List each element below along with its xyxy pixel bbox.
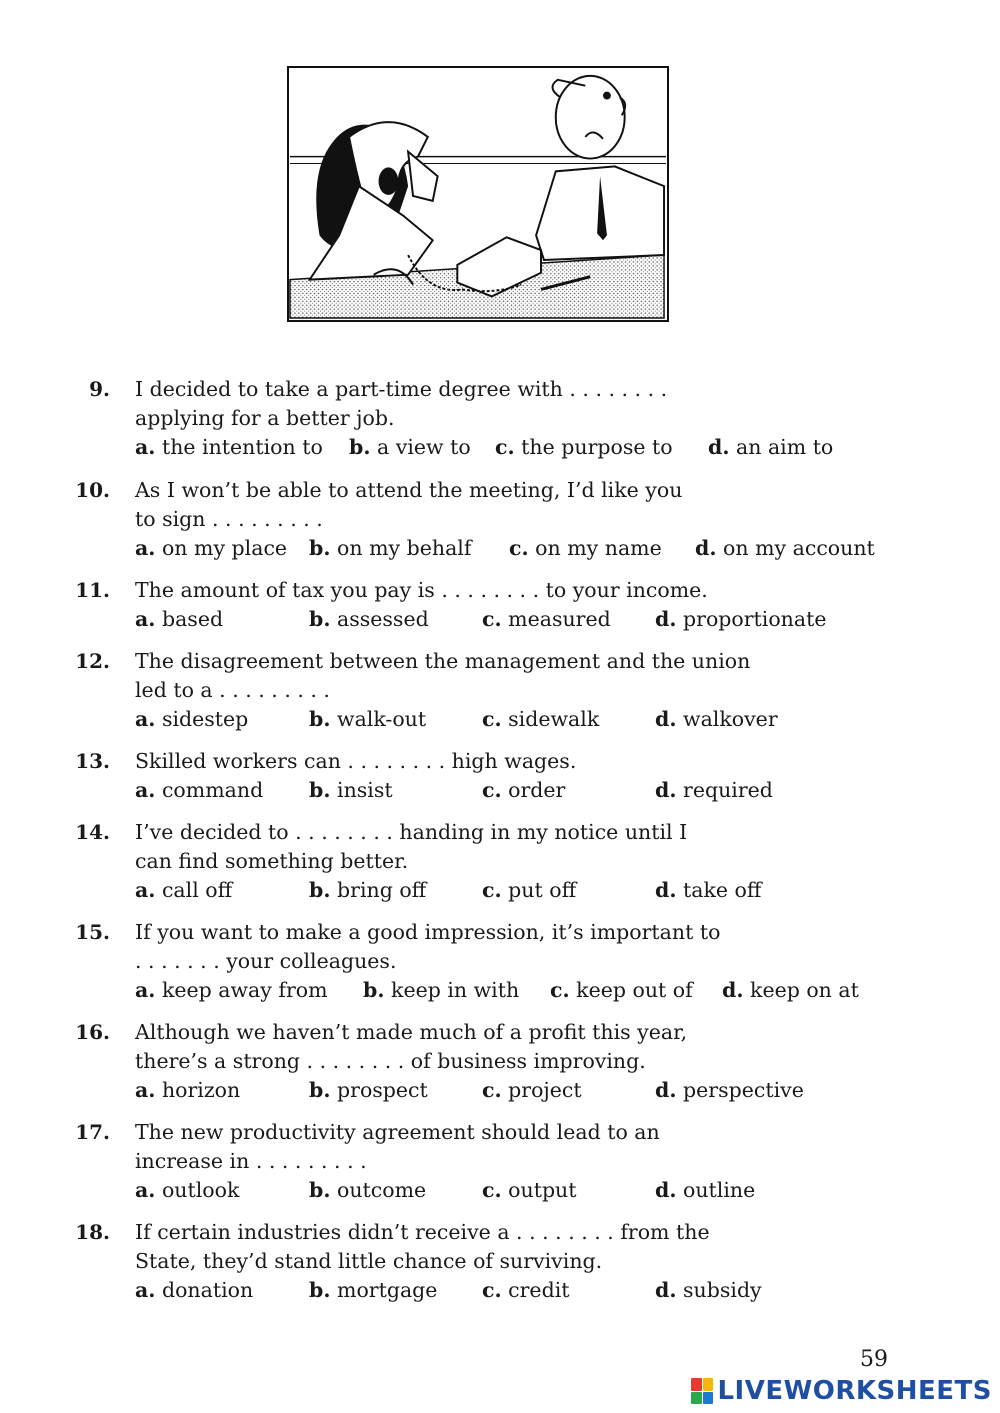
man-figure [536,76,664,260]
option-d[interactable]: d. keep on at [722,978,859,1002]
option-c[interactable]: c. put off [482,878,577,902]
option-a[interactable]: a. sidestep [135,707,249,731]
question-text-line: The amount of tax you pay is . . . . . . . . to your income. [135,578,708,602]
option-b[interactable]: b. outcome [309,1178,427,1202]
question-text-line: applying for a better job. [135,406,395,430]
question-number: 14. [75,820,110,844]
option-d[interactable]: d. on my account [695,536,875,560]
option-d[interactable]: d. outline [655,1178,756,1202]
question-number: 10. [75,478,110,502]
option-a[interactable]: a. keep away from [135,978,328,1002]
option-a[interactable]: a. horizon [135,1078,241,1102]
option-a[interactable]: a. based [135,607,224,631]
option-a[interactable]: a. outlook [135,1178,240,1202]
option-a[interactable]: a. donation [135,1278,254,1302]
option-c[interactable]: c. order [482,778,566,802]
option-c[interactable]: c. on my name [509,536,662,560]
page-number: 59 [860,1347,888,1372]
option-d[interactable]: d. subsidy [655,1278,762,1302]
option-d[interactable]: d. proportionate [655,607,827,631]
option-c[interactable]: c. keep out of [550,978,693,1002]
question-number: 15. [75,920,110,944]
option-c[interactable]: c. measured [482,607,611,631]
option-b[interactable]: b. walk-out [309,707,427,731]
option-b[interactable]: b. prospect [309,1078,428,1102]
liveworksheets-logo-icon [691,1378,713,1404]
option-b[interactable]: b. a view to [349,435,471,459]
option-d[interactable]: d. required [655,778,773,802]
option-a[interactable]: a. the intention to [135,435,323,459]
option-c[interactable]: c. credit [482,1278,570,1302]
question-number: 13. [75,749,110,773]
question-text-line: to sign . . . . . . . . . [135,507,323,531]
option-d[interactable]: d. perspective [655,1078,804,1102]
question-text-line: As I won’t be able to attend the meeting, I’d like you [135,478,683,502]
question-number: 12. [75,649,110,673]
question-text-line: can find something better. [135,849,409,873]
question-text-line: I’ve decided to . . . . . . . . handing in my notice until I [135,820,688,844]
option-a[interactable]: a. call off [135,878,233,902]
option-a[interactable]: a. on my place [135,536,288,560]
option-b[interactable]: b. insist [309,778,393,802]
question-text-line: The disagreement between the management and the union [135,649,751,673]
option-b[interactable]: b. mortgage [309,1278,438,1302]
question-text-line: I decided to take a part-time degree with . . . . . . . . [135,377,668,401]
question-text-line: If certain industries didn’t receive a . . . . . . . . from the [135,1220,710,1244]
option-b[interactable]: b. bring off [309,878,427,902]
question-number: 18. [75,1220,110,1244]
option-c[interactable]: c. sidewalk [482,707,600,731]
question-text-line: increase in . . . . . . . . . [135,1149,367,1173]
question-text-line: The new productivity agreement should lead to an [135,1120,660,1144]
question-number: 11. [75,578,110,602]
question-text-line: State, they’d stand little chance of surviving. [135,1249,603,1273]
option-d[interactable]: d. an aim to [708,435,834,459]
question-number: 9. [89,377,110,401]
option-d[interactable]: d. walkover [655,707,778,731]
woman-figure [310,122,438,284]
option-a[interactable]: a. command [135,778,264,802]
question-text-line: led to a . . . . . . . . . [135,678,330,702]
brand-name: LIVEWORKSHEETS [717,1376,992,1406]
option-d[interactable]: d. take off [655,878,762,902]
question-number: 17. [75,1120,110,1144]
question-text-line: . . . . . . . your colleagues. [135,949,397,973]
option-b[interactable]: b. assessed [309,607,429,631]
option-b[interactable]: b. on my behalf [309,536,472,560]
cartoon-illustration [287,66,669,322]
option-c[interactable]: c. the purpose to [495,435,673,459]
question-text-line: If you want to make a good impression, it’s important to [135,920,721,944]
question-number: 16. [75,1020,110,1044]
question-text-line: Although we haven’t made much of a profit this year, [135,1020,688,1044]
option-c[interactable]: c. project [482,1078,582,1102]
question-text-line: Skilled workers can . . . . . . . . high wages. [135,749,577,773]
question-text-line: there’s a strong . . . . . . . . of business improving. [135,1049,646,1073]
option-b[interactable]: b. keep in with [363,978,520,1002]
option-c[interactable]: c. output [482,1178,577,1202]
footer-brand[interactable] [691,1376,992,1406]
